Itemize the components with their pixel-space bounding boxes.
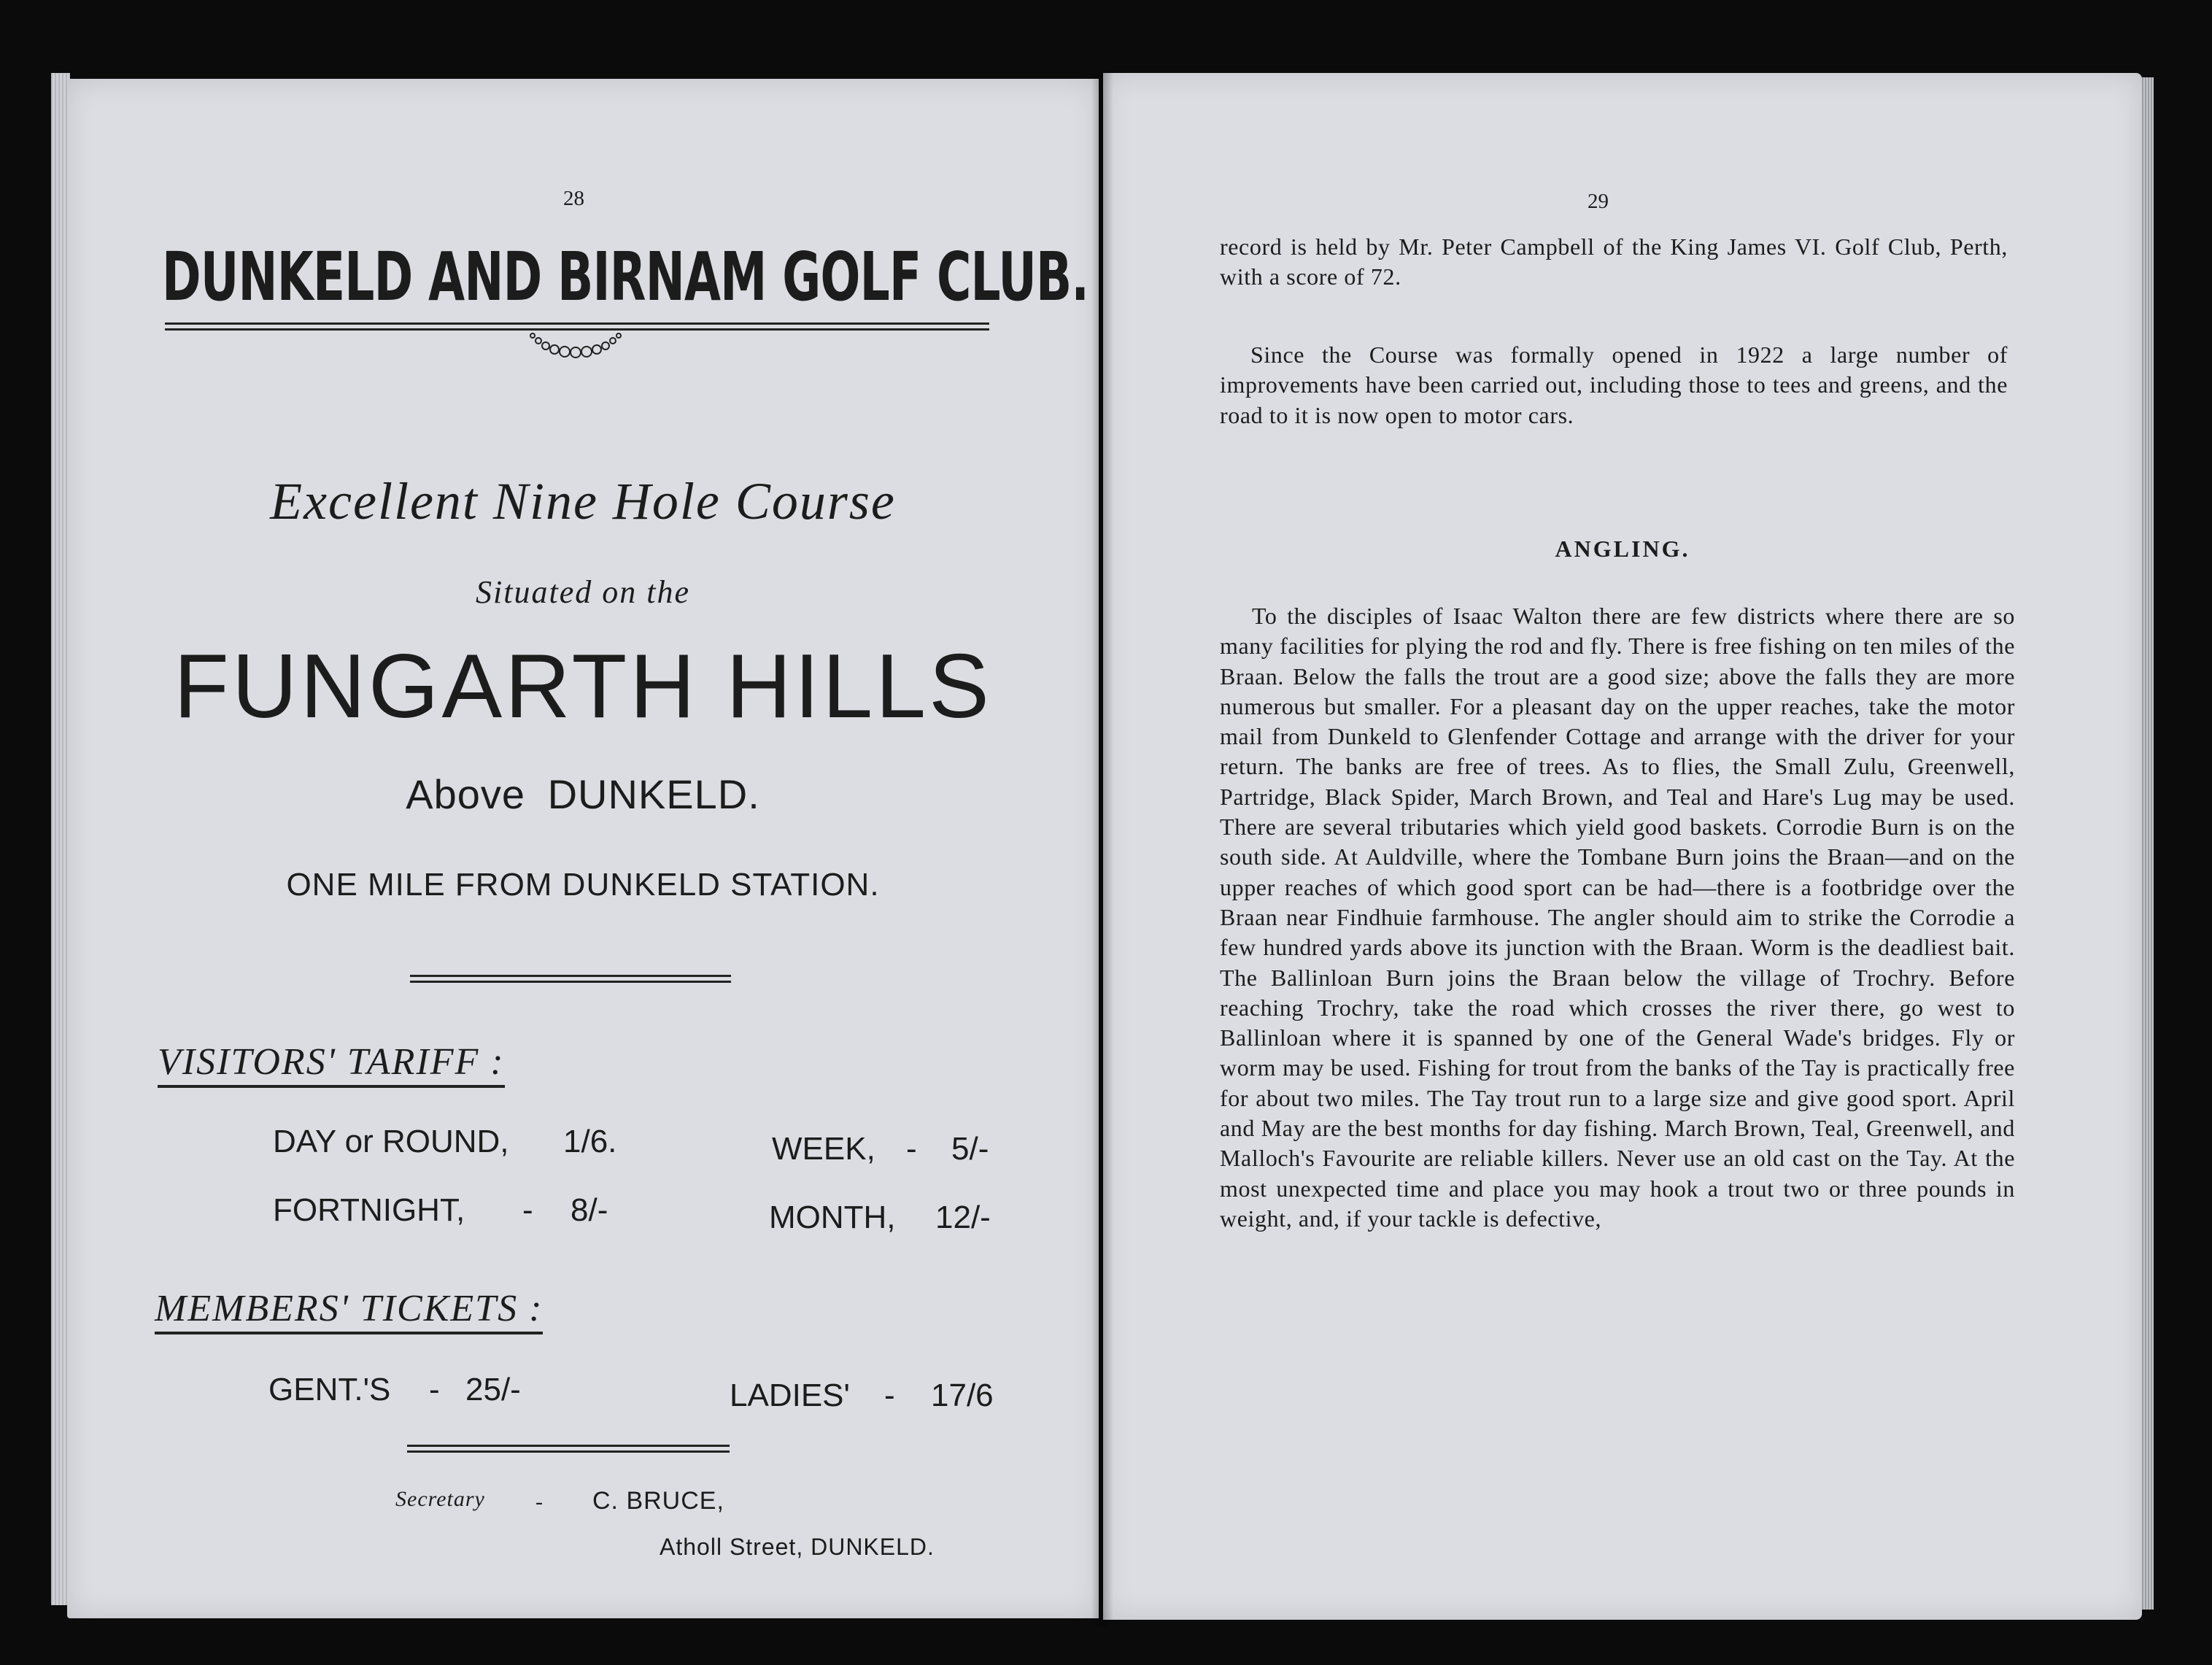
left-page — [67, 79, 1099, 1618]
ticket-price-gents: 25/- — [465, 1372, 521, 1407]
paragraph-angling-text: To the disciples of Isaac Walton there are few districts where there are so many facilities for plying the rod and fly. There is free fishing on ten miles of the Braan. Below the falls the trout are a good size; above the falls they are more numerous but smaller. For a pleasant day on the upper reaches, take the motor mail from Dunkeld to Glenfender Cottage and arrange with the driver for your return. The banks are free of trees. As to flies, the Small Zulu, Greenwell, Partridge, Black Spider, March Brown, and Teal and Hare's Lug may be used. There are several tributaries which yield good baskets. Corrodie Burn is on the south side. At Auldville, where the Tombane Burn joins the Braan—and on the upper reaches of which good sport can be had—there is a footbridge over the Braan near Findhuie farmhouse. The angler should aim to strike the Corrodie a few hundred yards above its junction with the Braan. Worm is the deadliest bait. The Ballinloan Burn joins the Braan below the village of Trochry. Before reaching Trochry, take the road which crosses the river there, go west to Ballinloan where it is spanned by one of the General Wade's bridges. Fly or worm may be used. Fishing for trout from the banks of the Tay is practically free for about two miles. The Tay trout run to a large size and give good sport. April and May are the best months for day fishing. March Brown, Teal, Greenwell, and Malloch's Favourite are reliable killers. Never use an old cast on the Tay. At the most unexpected time and place you may hook a trout two or three pounds in weight, and, if your tackle is defective, — [1220, 603, 2015, 1232]
tariff-dash-week: - — [906, 1131, 917, 1167]
secretary-name: C. BRUCE, — [592, 1487, 724, 1515]
above-place: DUNKELD. — [547, 771, 760, 817]
club-title: DUNKELD AND BIRNAM GOLF CLUB. — [162, 238, 1089, 316]
section-rule — [410, 975, 731, 983]
paragraph-angling — [1220, 601, 2015, 1234]
above-prefix: Above — [406, 771, 526, 817]
tariff-price-week: 5/- — [951, 1131, 989, 1167]
situated-text: Situated on the — [476, 574, 690, 610]
course-heading: Excellent Nine Hole Course — [270, 472, 896, 530]
tariff-label-month: MONTH, — [769, 1200, 896, 1235]
tariff-price-fortnight: 8/- — [571, 1192, 608, 1228]
ticket-label-gents: GENT.'S — [268, 1372, 391, 1407]
tariff-price-month: 12/- — [935, 1200, 991, 1235]
fungarth-hills: FUNGARTH HILLS — [174, 636, 992, 737]
secretary-label: Secretary — [395, 1487, 485, 1511]
paragraph-course-text: Since the Course was formally opened in 1922 a large number of improvements have been carried out, including those to tees and greens, and the road to it is now open to motor cars. — [1220, 341, 2008, 428]
tariff-label-week: WEEK, — [772, 1131, 875, 1167]
paragraph-record-text: record is held by Mr. Peter Campbell of the King James VI. Golf Club, Perth, with a score of 72. — [1220, 233, 2008, 290]
tariff-dash-fortnight: - — [522, 1192, 533, 1228]
tariff-label-fortnight: FORTNIGHT, — [273, 1192, 465, 1228]
page-number: 29 — [1588, 190, 1609, 213]
book-gutter — [1091, 73, 1113, 1627]
footer-rule — [407, 1445, 730, 1453]
secretary-address: Atholl Street, DUNKELD. — [660, 1534, 935, 1560]
ticket-label-ladies: LADIES' — [730, 1378, 850, 1413]
title-rule — [165, 322, 989, 331]
ticket-dash-gents: - — [429, 1372, 440, 1407]
tariff-label-day-round: DAY or ROUND, — [273, 1124, 509, 1159]
secretary-dash: - — [535, 1490, 543, 1514]
paragraph-course — [1220, 340, 2008, 430]
ticket-price-ladies: 17/6 — [931, 1378, 994, 1413]
members-tickets-heading: MEMBERS' TICKETS : — [155, 1287, 543, 1334]
ticket-dash-ladies: - — [884, 1378, 895, 1413]
right-page — [1103, 73, 2142, 1620]
tariff-price-day-round: 1/6. — [563, 1124, 617, 1159]
paragraph-record — [1220, 232, 2008, 293]
angling-heading: ANGLING. — [1555, 536, 1690, 562]
ornament-icon — [527, 331, 636, 363]
page-number: 28 — [563, 187, 584, 210]
above-dunkeld — [67, 770, 1099, 818]
visitors-tariff-heading: VISITORS' TARIFF : — [158, 1040, 505, 1088]
one-mile-text: ONE MILE FROM DUNKELD STATION. — [286, 867, 880, 903]
